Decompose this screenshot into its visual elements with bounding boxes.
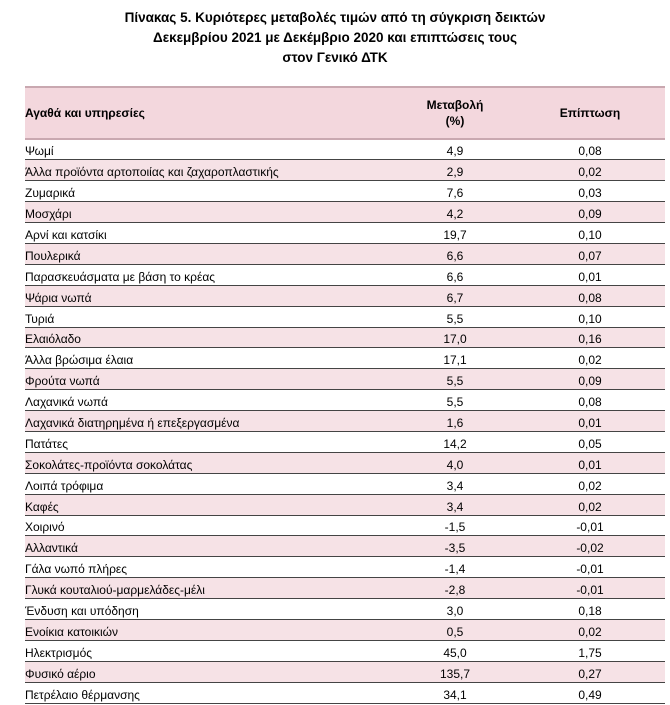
row-name: Ένδυση και υπόδηση: [25, 599, 395, 620]
row-effect: 0,07: [515, 243, 665, 264]
row-name: Τυριά: [25, 306, 395, 327]
row-effect: 0,08: [515, 285, 665, 306]
row-name: Σοκολάτες-προϊόντα σοκολάτας: [25, 452, 395, 473]
row-change: 0,5: [395, 619, 515, 640]
row-effect: 0,03: [515, 181, 665, 202]
title-line-2: Δεκεμβρίου 2021 με Δεκέμβριο 2020 και επιπτώσεις τους: [152, 30, 517, 45]
row-change: 45,0: [395, 640, 515, 661]
row-effect: -0,01: [515, 515, 665, 536]
row-effect: 0,05: [515, 431, 665, 452]
table-row: [25, 202, 665, 223]
row-change: 6,7: [395, 285, 515, 306]
price-changes-table: [25, 86, 665, 704]
row-change: 19,7: [395, 223, 515, 244]
header-change-line-1: Μεταβολή: [426, 98, 484, 112]
row-name: Ενοίκια κατοικιών: [25, 619, 395, 640]
row-name: Λαχανικά διατηρημένα ή επεξεργασμένα: [25, 411, 395, 432]
table-row: [25, 348, 665, 369]
row-effect: 0,10: [515, 223, 665, 244]
row-change: 5,5: [395, 390, 515, 411]
row-effect: 0,49: [515, 682, 665, 703]
table-row: [25, 494, 665, 515]
row-name: Αρνί και κατσίκι: [25, 223, 395, 244]
row-effect: 0,08: [515, 390, 665, 411]
header-change-line-2: (%): [445, 114, 465, 128]
table-row: [25, 536, 665, 557]
row-effect: 0,08: [515, 139, 665, 160]
row-name: Άλλα προϊόντα αρτοποιίας και ζαχαροπλαστικής: [25, 160, 395, 181]
table-row: [25, 306, 665, 327]
row-name: Γάλα νωπό πλήρες: [25, 557, 395, 578]
row-name: Μοσχάρι: [25, 202, 395, 223]
row-change: -1,4: [395, 557, 515, 578]
row-name: Ψωμί: [25, 139, 395, 160]
table-body: [25, 139, 665, 703]
row-change: 34,1: [395, 682, 515, 703]
row-effect: 0,02: [515, 494, 665, 515]
row-change: 14,2: [395, 431, 515, 452]
table-row: [25, 139, 665, 160]
row-change: 135,7: [395, 661, 515, 682]
row-change: 6,6: [395, 264, 515, 285]
row-effect: -0,02: [515, 536, 665, 557]
row-name: Αλλαντικά: [25, 536, 395, 557]
row-effect: -0,01: [515, 557, 665, 578]
table-row: [25, 599, 665, 620]
table-row: [25, 327, 665, 348]
table-row: [25, 223, 665, 244]
row-name: Ζυμαρικά: [25, 181, 395, 202]
row-change: 7,6: [395, 181, 515, 202]
row-name: Φυσικό αέριο: [25, 661, 395, 682]
row-effect: -0,01: [515, 578, 665, 599]
row-change: 3,4: [395, 473, 515, 494]
row-change: 3,0: [395, 599, 515, 620]
row-effect: 0,01: [515, 452, 665, 473]
row-effect: 0,16: [515, 327, 665, 348]
row-change: 6,6: [395, 243, 515, 264]
row-name: Πετρέλαιο θέρμανσης: [25, 682, 395, 703]
row-name: Ηλεκτρισμός: [25, 640, 395, 661]
table-row: [25, 682, 665, 703]
title-line-1: Πίνακας 5. Κυριότερες μεταβολές τιμών από τη σύγκριση δεικτών: [124, 10, 546, 25]
table-row: [25, 160, 665, 181]
table-row: [25, 557, 665, 578]
title-line-3: στον Γενικό ΔΤΚ: [282, 50, 388, 65]
row-effect: 0,02: [515, 619, 665, 640]
table-row: [25, 619, 665, 640]
row-name: Ψάρια νωπά: [25, 285, 395, 306]
table-row: [25, 640, 665, 661]
row-effect: 0,02: [515, 160, 665, 181]
row-name: Χοιρινό: [25, 515, 395, 536]
row-name: Ελαιόλαδο: [25, 327, 395, 348]
header-effect: Επίπτωση: [515, 87, 665, 139]
row-name: Παρασκευάσματα με βάση το κρέας: [25, 264, 395, 285]
row-effect: 0,09: [515, 202, 665, 223]
row-change: -1,5: [395, 515, 515, 536]
row-change: -2,8: [395, 578, 515, 599]
row-change: 4,0: [395, 452, 515, 473]
table-row: [25, 264, 665, 285]
row-name: Γλυκά κουταλιού-μαρμελάδες-μέλι: [25, 578, 395, 599]
row-name: Καφές: [25, 494, 395, 515]
row-name: Άλλα βρώσιμα έλαια: [25, 348, 395, 369]
row-change: -3,5: [395, 536, 515, 557]
table-row: [25, 285, 665, 306]
row-name: Πατάτες: [25, 431, 395, 452]
row-change: 5,5: [395, 306, 515, 327]
row-effect: 0,02: [515, 473, 665, 494]
table-row: [25, 661, 665, 682]
row-effect: 1,75: [515, 640, 665, 661]
row-change: 17,1: [395, 348, 515, 369]
row-change: 5,5: [395, 369, 515, 390]
table-row: [25, 515, 665, 536]
row-name: Λαχανικά νωπά: [25, 390, 395, 411]
row-change: 4,9: [395, 139, 515, 160]
row-effect: 0,10: [515, 306, 665, 327]
header-goods-services: Αγαθά και υπηρεσίες: [25, 87, 395, 139]
row-effect: 0,09: [515, 369, 665, 390]
table-row: [25, 411, 665, 432]
table-title: [0, 0, 670, 66]
row-change: 1,6: [395, 411, 515, 432]
row-change: 3,4: [395, 494, 515, 515]
table-row: [25, 243, 665, 264]
header-change: [395, 87, 515, 139]
table-row: [25, 431, 665, 452]
row-effect: 0,18: [515, 599, 665, 620]
row-change: 2,9: [395, 160, 515, 181]
row-change: 4,2: [395, 202, 515, 223]
table-row: [25, 578, 665, 599]
row-effect: 0,01: [515, 264, 665, 285]
row-effect: 0,27: [515, 661, 665, 682]
table-header-row: [25, 87, 665, 139]
row-name: Φρούτα νωπά: [25, 369, 395, 390]
row-name: Λοιπά τρόφιμα: [25, 473, 395, 494]
table-row: [25, 369, 665, 390]
row-effect: 0,01: [515, 411, 665, 432]
row-change: 17,0: [395, 327, 515, 348]
table-row: [25, 390, 665, 411]
table-row: [25, 452, 665, 473]
table-row: [25, 181, 665, 202]
table-row: [25, 473, 665, 494]
row-name: Πουλερικά: [25, 243, 395, 264]
row-effect: 0,02: [515, 348, 665, 369]
